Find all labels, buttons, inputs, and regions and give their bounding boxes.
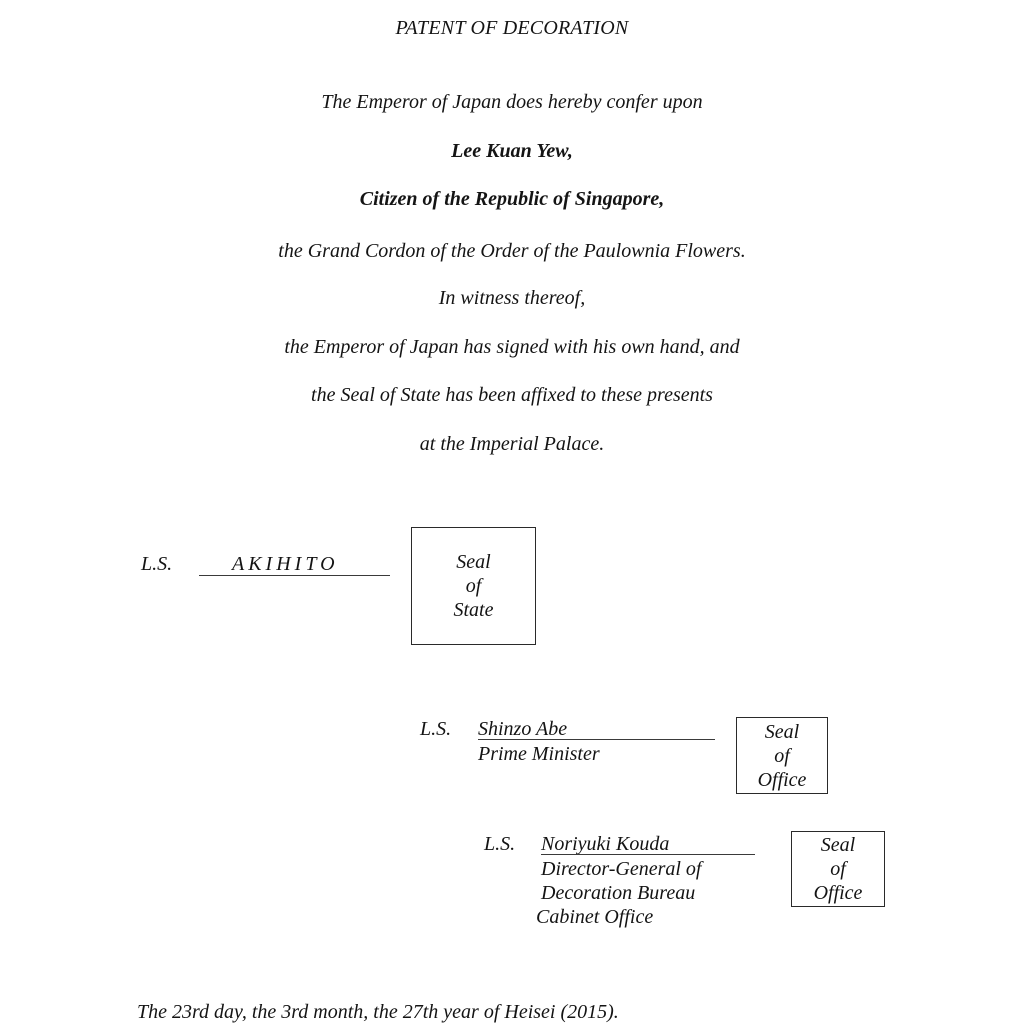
recipient-name: Lee Kuan Yew, bbox=[451, 140, 573, 162]
seal-text: Office bbox=[813, 882, 863, 904]
seal-text: Seal bbox=[764, 720, 800, 743]
body-line-signed: the Emperor of Japan has signed with his own hand, and bbox=[284, 336, 740, 358]
director-title-line-2: Decoration Bureau bbox=[541, 882, 696, 904]
seal-text: of bbox=[830, 858, 846, 880]
document-title: PATENT OF DECORATION bbox=[395, 17, 629, 39]
director-ls-mark: L.S. bbox=[484, 833, 516, 855]
body-line-confer: The Emperor of Japan does hereby confer upon bbox=[321, 91, 703, 113]
pm-signature-name: Shinzo Abe bbox=[478, 718, 568, 740]
seal-text: Seal bbox=[820, 834, 856, 856]
seal-text: of bbox=[774, 744, 790, 767]
body-line-seal: the Seal of State has been affixed to these presents bbox=[311, 384, 713, 406]
seal-of-state-box bbox=[411, 527, 536, 645]
seal-text: of bbox=[465, 575, 482, 597]
emperor-signature-name: AKIHITO bbox=[232, 553, 339, 575]
director-title-line-1: Director-General of bbox=[541, 858, 702, 880]
body-line-witness: In witness thereof, bbox=[438, 287, 586, 309]
pm-seal-of-office-box bbox=[736, 717, 828, 794]
seal-text: Office bbox=[757, 768, 807, 791]
emperor-signature-line bbox=[199, 575, 390, 576]
pm-signature-line bbox=[478, 739, 715, 740]
document-date: The 23rd day, the 3rd month, the 27th year of Heisei (2015). bbox=[137, 1001, 619, 1023]
seal-text: Seal bbox=[456, 551, 491, 573]
seal-text: State bbox=[453, 599, 494, 621]
director-signature-name: Noriyuki Kouda bbox=[541, 833, 670, 855]
director-seal-of-office-box bbox=[791, 831, 885, 907]
body-line-palace: at the Imperial Palace. bbox=[419, 433, 605, 455]
pm-ls-mark: L.S. bbox=[420, 718, 452, 740]
director-signature-line bbox=[541, 854, 755, 855]
recipient-citizenship: Citizen of the Republic of Singapore, bbox=[359, 188, 665, 210]
pm-title: Prime Minister bbox=[478, 743, 600, 765]
body-line-order: the Grand Cordon of the Order of the Paulownia Flowers. bbox=[278, 240, 746, 262]
director-title-line-3: Cabinet Office bbox=[536, 906, 654, 928]
emperor-ls-mark: L.S. bbox=[141, 553, 173, 575]
